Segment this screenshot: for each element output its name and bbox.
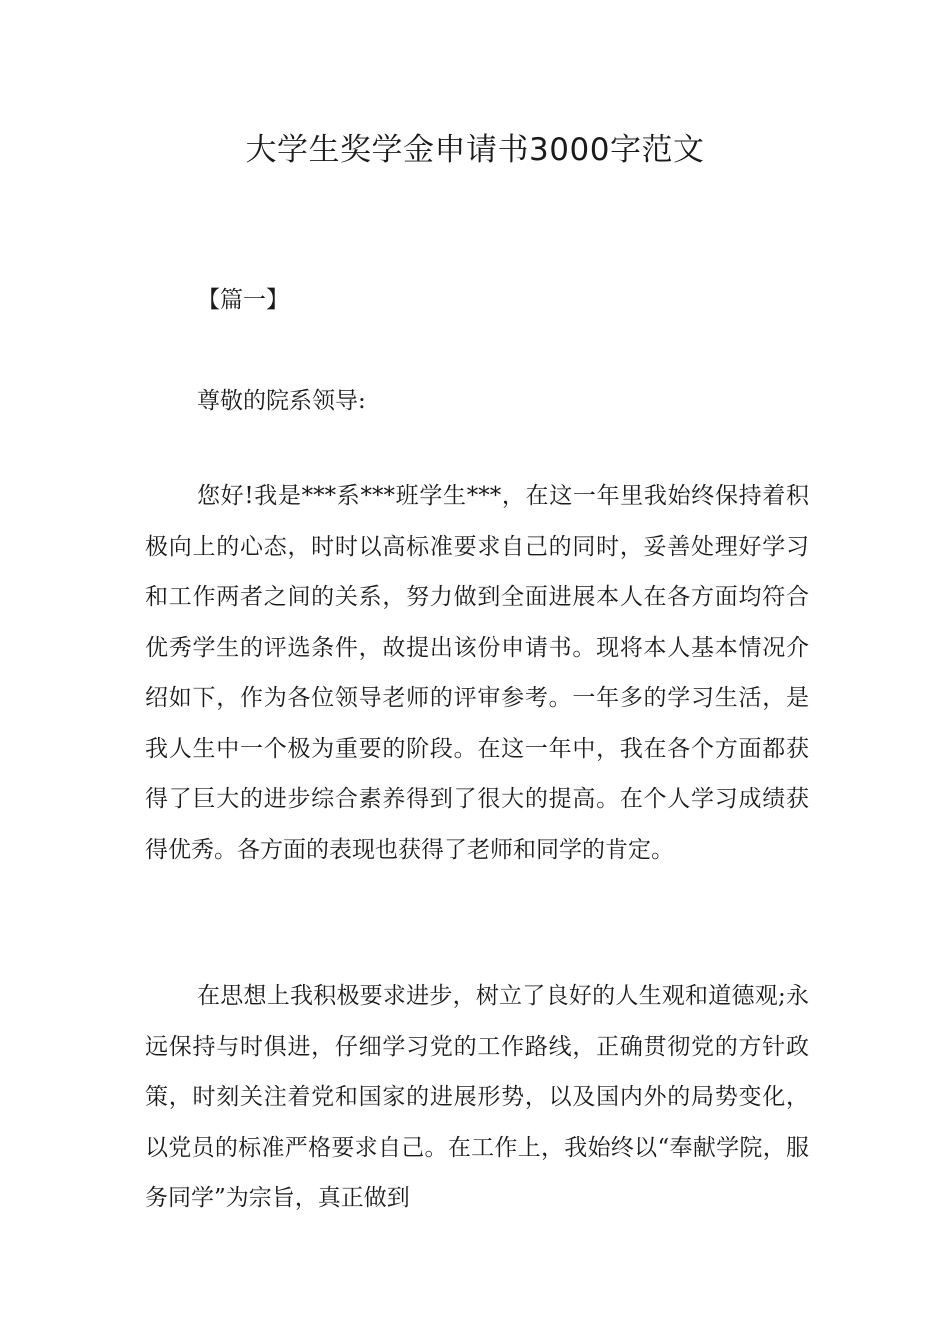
section-label: 【篇一】 (197, 287, 289, 313)
salutation: 尊敬的院系领导: (197, 388, 366, 414)
paragraph-1: 您好!我是***系***班学生***，在这一年里我始终保持着积极向上的心态，时时以高标准要求自己的同时，妥善处理好学习和工作两者之间的关系，努力做到全面进展本人在各方面均符合优秀学生的评选条件，故提出该份申请书。现将本人基本情况介绍如下，作为各位领导老师的评审参考。一年多的学习生活，是我人生中一个极为重要的阶段。在这一年中，我在各个方面都获得了巨大的进步综合素养得到了很大的提高。在个人学习成绩获得优秀。各方面的表现也获得了老师和同学的肯定。 (145, 483, 809, 863)
document-title: 大学生奖学金申请书3000字范文 (245, 132, 705, 168)
paragraph-2: 在思想上我积极要求进步，树立了良好的人生观和道德观;永远保持与时俱进，仔细学习党的工作路线，正确贯彻党的方针政策，时刻关注着党和国家的进展形势，以及国内外的局势变化，以党员的标准严格要求自己。在工作上，我始终以“奉献学院，服务同学”为宗旨，真正做到 (145, 983, 809, 1211)
